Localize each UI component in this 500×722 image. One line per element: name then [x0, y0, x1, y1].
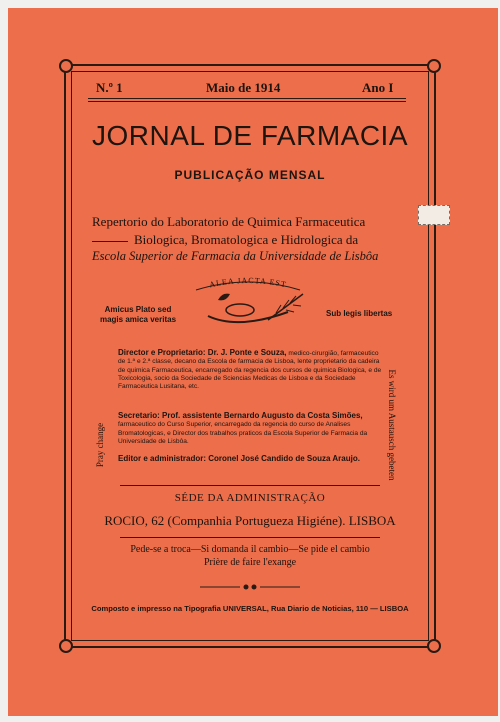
divider-ornament — [200, 583, 300, 591]
printer-imprint: Composto e impresso na Tipografia UNIVERSAL, Rua Diario de Noticias, 110 — LISBOA — [91, 604, 409, 613]
director-label: Director e Proprietario: Dr. J. Ponte e Souza, — [118, 348, 287, 357]
repertorio-line-2: Biologica, Bromatologica e Hidrologica da — [134, 232, 359, 247]
motto-banner: ALEA JACTA EST — [208, 275, 288, 290]
director-text: medico-cirurgião, farmaceutico de 1.ª e 2.ª classe, decano da Escola de farmacia de Lisboa, lente proprietario da cadeira de quimica Farmaceutica, encarregado da regencia dos cursos de quimica Biologica, e de Toxicologia, socio da Sociedade de Sciencias Medicas de Lisboa e da Sociedade Farmaceutica Lusitana, etc. — [118, 350, 382, 391]
corner-ornament — [59, 59, 73, 73]
repertorio-line-3: Escola Superior de Farmacia da Universidade de Lisbôa — [92, 249, 379, 263]
director-paragraph — [118, 349, 386, 391]
issue-year: Ano I — [362, 80, 394, 95]
section-rule — [120, 485, 380, 486]
motto-left: Amicus Plato sed magis amica veritas — [99, 305, 177, 324]
corner-ornament — [59, 639, 73, 653]
header-rule — [88, 98, 406, 99]
motto-right: Sub legis libertas — [326, 309, 393, 318]
issue-number: N.º 1 — [96, 80, 123, 95]
secretary-paragraph — [118, 412, 386, 446]
corner-ornament — [427, 639, 441, 653]
administration-address: ROCIO, 62 (Companhia Portugueza Higiéne). LISBOA — [104, 513, 396, 528]
emblem-illustration — [178, 272, 318, 332]
exchange-request-french: Prière de faire l'exange — [203, 557, 297, 568]
repertorio-line-1: Repertorio do Laboratorio de Quimica Farmaceutica — [92, 214, 366, 229]
section-rule — [120, 537, 380, 538]
corner-ornament — [427, 59, 441, 73]
issue-date: Maio de 1914 — [206, 80, 281, 95]
side-text-right: Es wird um Austausch gebeten — [387, 369, 397, 481]
side-text-left: Pray change — [95, 422, 105, 468]
journal-subtitle: PUBLICAÇÃO MENSAL — [174, 168, 326, 182]
secretary-label: Secretario: Prof. assistente Bernardo Augusto da Costa Simões, — [118, 411, 363, 420]
secretary-text: farmaceutico do Curso Superior, encarregado da regencia do curso de Analises Bromatologicas, e Director dos trabalhos praticos da Escola Superior de Farmacia da Universidade de Lisbôa. — [118, 421, 368, 445]
administration-heading: SÉDE DA ADMINISTRAÇÃO — [174, 492, 326, 504]
exchange-request: Pede-se a troca—Si domanda il cambio—Se pide el cambio — [130, 544, 370, 555]
postage-stamp — [418, 205, 450, 225]
svg-text:ALEA JACTA EST — [208, 276, 287, 289]
dash-rule — [92, 241, 128, 242]
journal-title: JORNAL DE FARMACIA — [91, 120, 408, 151]
editor-label: Editor e administrador: Coronel José Candido de Souza Araujo. — [118, 454, 360, 463]
header-rule — [88, 101, 406, 102]
editor-paragraph — [118, 455, 386, 464]
